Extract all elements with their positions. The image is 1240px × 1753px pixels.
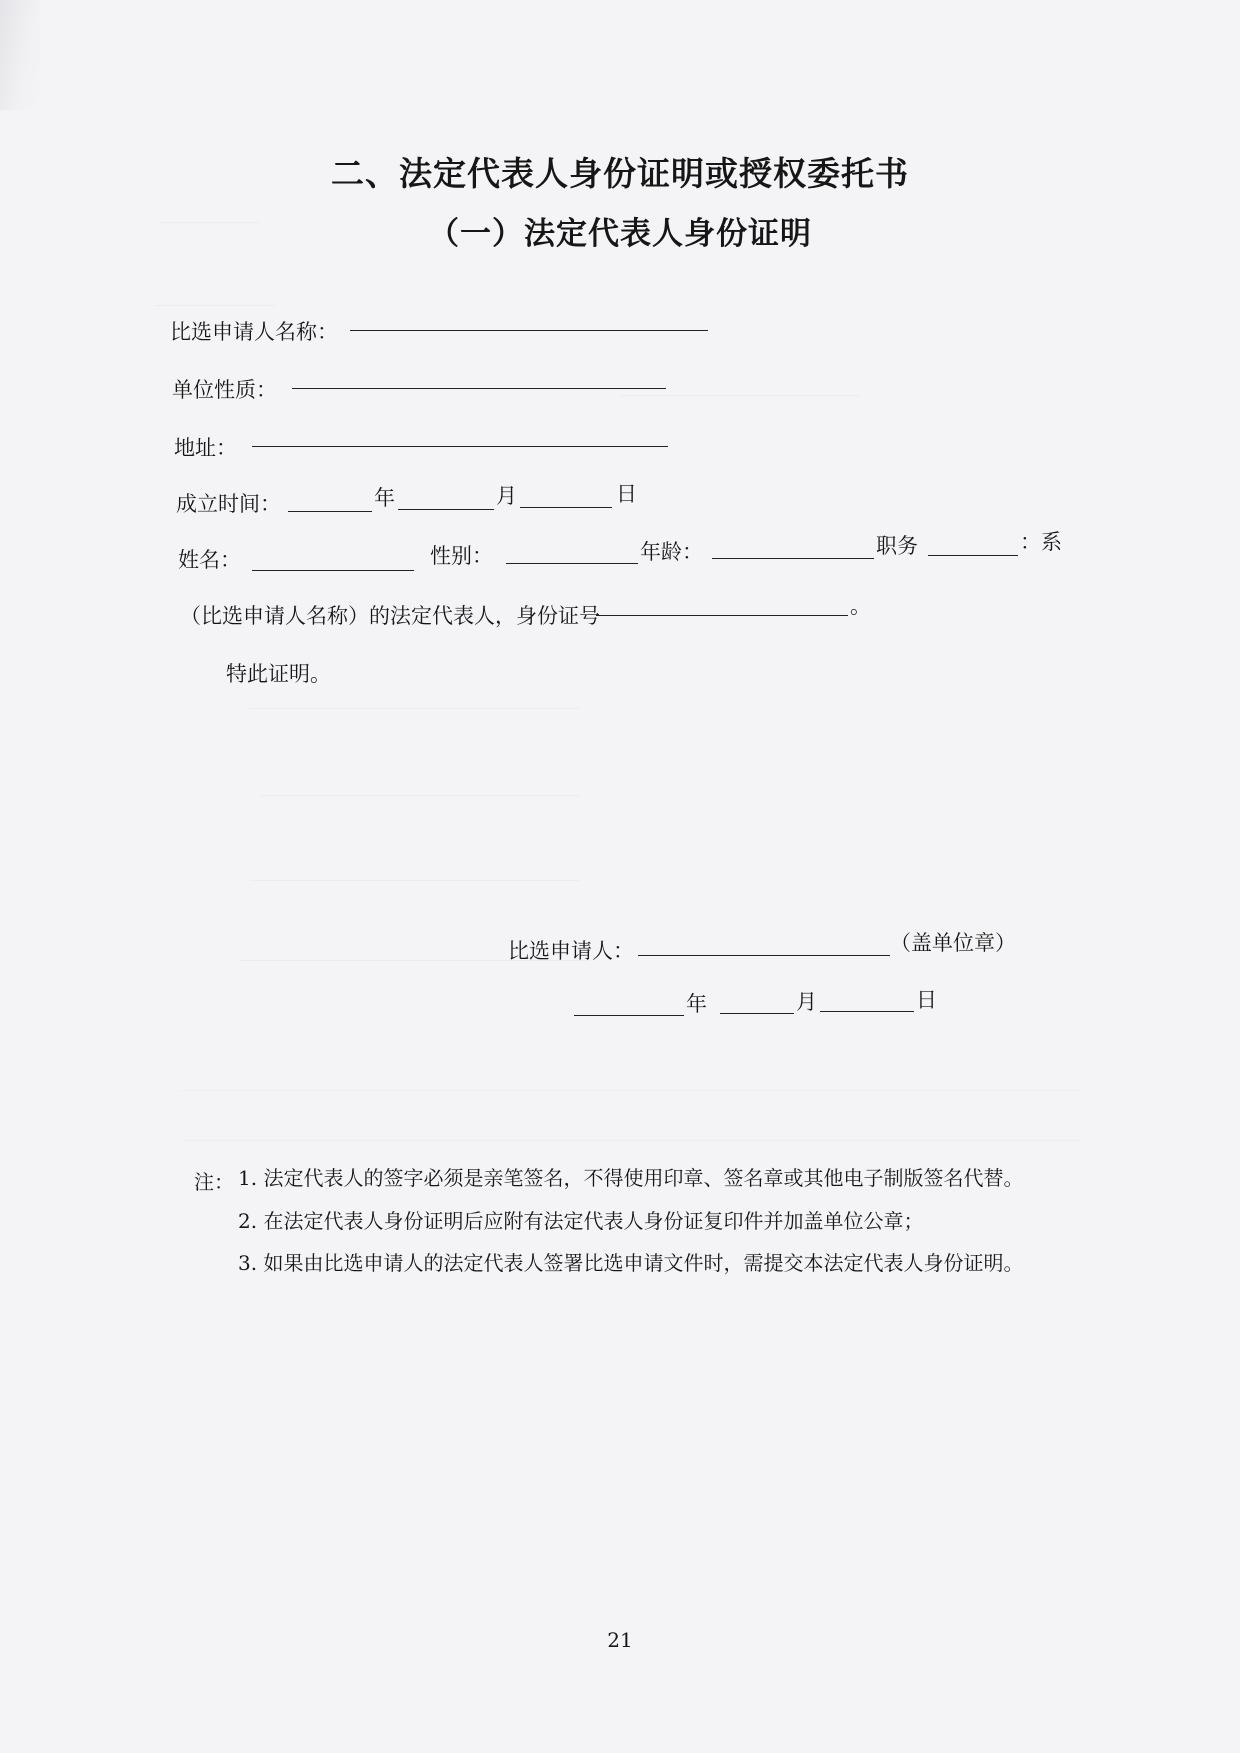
id-number-period: 。 [850, 594, 871, 618]
age-label: 年龄： [640, 540, 703, 564]
name-blank [252, 570, 414, 571]
id-number-blank [596, 615, 848, 616]
founded-day-unit: 日 [616, 482, 637, 506]
sign-day-unit: 日 [916, 988, 937, 1012]
founded-year-unit: 年 [374, 486, 395, 510]
unit-nature-label: 单位性质： [172, 378, 277, 402]
position-blank [928, 555, 1018, 556]
name-label: 姓名： [178, 548, 241, 572]
founded-month-unit: 月 [496, 484, 517, 508]
note-item-1: 1. 法定代表人的签字必须是亲笔签名，不得使用印章、签名章或其他电子制版签名代替。 [238, 1166, 1024, 1190]
applicant-sign-label: 比选申请人： [508, 939, 634, 963]
gender-label: 性别： [430, 544, 493, 568]
founded-month-blank [398, 509, 494, 510]
founded-year-blank [288, 511, 372, 512]
seal-note: （盖单位章） [890, 931, 1016, 955]
section-subtitle: （一）法定代表人身份证明 [428, 216, 812, 252]
note-item-2: 2. 在法定代表人身份证明后应附有法定代表人身份证复印件并加盖单位公章； [238, 1209, 924, 1233]
gender-blank [506, 563, 638, 564]
page-title: 二、法定代表人身份证明或授权委托书 [331, 154, 909, 193]
position-suffix: ：系 [1020, 530, 1062, 554]
legal-rep-text: （比选申请人名称）的法定代表人，身份证号 [180, 604, 600, 628]
unit-nature-blank [292, 388, 666, 389]
founded-label: 成立时间： [176, 492, 281, 516]
sign-month-unit: 月 [796, 990, 817, 1014]
age-blank [712, 558, 874, 559]
founded-day-blank [520, 507, 612, 508]
certify-text: 特此证明。 [226, 662, 331, 686]
page-number: 21 [607, 1628, 633, 1652]
sign-month-blank [720, 1013, 794, 1014]
applicant-sign-blank [638, 955, 890, 956]
notes-prefix: 注： [194, 1170, 234, 1194]
page-fold-shadow [0, 0, 40, 110]
sign-day-blank [820, 1011, 914, 1012]
sign-year-blank [574, 1015, 684, 1016]
address-blank [252, 446, 668, 447]
note-item-3: 3. 如果由比选申请人的法定代表人签署比选申请文件时，需提交本法定代表人身份证明。 [238, 1251, 1024, 1275]
position-label: 职务 [876, 534, 918, 558]
applicant-name-label: 比选申请人名称： [170, 320, 338, 344]
address-label: 地址： [174, 436, 237, 460]
sign-year-unit: 年 [686, 992, 707, 1016]
applicant-name-blank [350, 330, 708, 331]
